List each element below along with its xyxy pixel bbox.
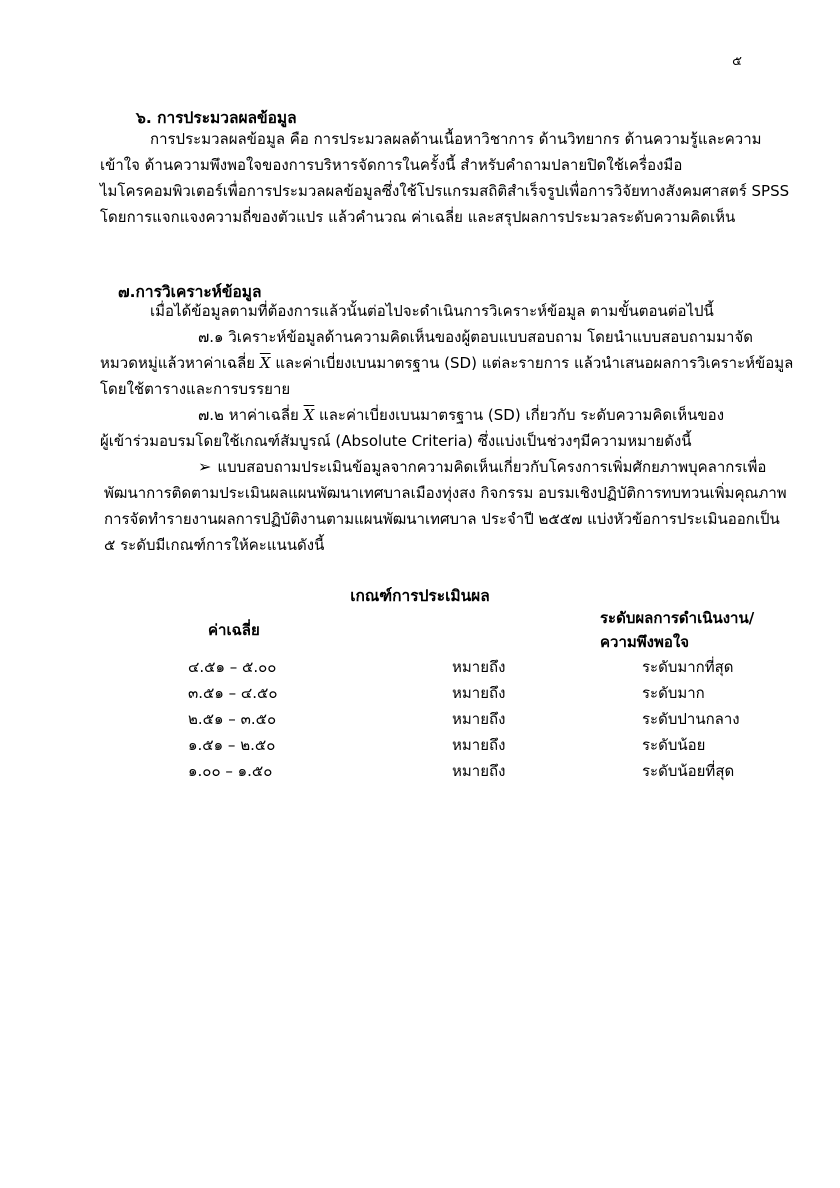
table-row	[188, 680, 768, 706]
section-7-heading: ๗.การวิเคราะห์ข้อมูล	[118, 283, 262, 301]
text-fragment: และค่าเบี่ยงเบนมาตรฐาน (SD) เกี่ยวกับ ระดับความคิดเห็นของ	[314, 406, 725, 424]
criteria-table-title: เกณฑ์การประเมินผล	[350, 587, 490, 605]
section-7-intro: เมื่อได้ข้อมูลตามที่ต้องการแล้วนั้นต่อไปจะดำเนินการวิเคราะห์ข้อมูล ตามขั้นตอนต่อไปนี้	[150, 302, 714, 320]
means-cell: หมายถึง	[452, 658, 506, 676]
level-cell: ระดับมาก	[642, 684, 705, 702]
text-fragment: แบบสอบถามประเมินข้อมูลจากความคิดเห็นเกี่ยวกับโครงการเพิ่มศักยภาพบุคลากรเพื่อ	[217, 458, 767, 476]
means-cell: หมายถึง	[452, 710, 506, 728]
item-7-2-line-1	[100, 402, 740, 428]
range-cell: ๑.๕๑ – ๒.๕๐	[188, 736, 276, 754]
item-7-1-line-2	[100, 350, 794, 376]
table-row	[188, 732, 768, 758]
bullet-line-1	[100, 454, 767, 480]
bullet-line-3: การจัดทำรายงานผลการปฏิบัติงานตามแผนพัฒนาเทศบาล ประจำปี ๒๕๕๗ แบ่งหัวข้อการประเมินออกเป็น	[104, 510, 780, 528]
paragraph-line: เข้าใจ ด้านความพึงพอใจของการบริหารจัดการในครั้งนี้ สำหรับคำถามปลายปิดใช้เครื่องมือ	[100, 156, 683, 174]
item-7-2-line-2: ผู้เข้าร่วมอบรมโดยใช้เกณฑ์สัมบูรณ์ (Absolute Criteria) ซึ่งแบ่งเป็นช่วงๆมีความหมายดังนี้	[100, 432, 692, 450]
bullet-line-4: ๕ ระดับมีเกณฑ์การให้คะแนนดังนี้	[104, 536, 325, 554]
means-cell: หมายถึง	[452, 762, 506, 780]
bullet-line-2: พัฒนาการติดตามประเมินผลแผนพัฒนาเทศบาลเมืองทุ่งสง กิจกรรม อบรมเชิงปฏิบัติการทบทวนเพิ่มคุณภาพ	[104, 484, 787, 502]
table-row	[188, 706, 768, 732]
paragraph-line: โดยการแจกแจงความถี่ของตัวแปร แล้วคำนวณ ค่าเฉลี่ย และสรุปผลการประมวลระดับความคิดเห็น	[100, 208, 736, 226]
text-fragment: และค่าเบี่ยงเบนมาตรฐาน (SD) แต่ละรายการ แล้วนำเสนอผลการวิเคราะห์ข้อมูล	[270, 354, 794, 372]
criteria-table	[188, 606, 768, 784]
paragraph-line: การประมวลผลข้อมูล คือ การประมวลผลด้านเนื้อหาวิชาการ ด้านวิทยากร ด้านความรู้และความ	[150, 130, 762, 148]
range-cell: ๓.๕๑ – ๔.๕๐	[188, 684, 278, 702]
page-number: ๕	[732, 54, 742, 69]
section-7-paragraph	[100, 298, 794, 558]
item-7-1-line-3: โดยใช้ตารางและการบรรยาย	[100, 380, 291, 398]
mean-symbol: $\overline{X}$	[303, 406, 315, 424]
level-cell: ระดับปานกลาง	[642, 710, 740, 728]
level-cell: ระดับน้อยที่สุด	[642, 762, 735, 780]
text-fragment: ๗.๒ หาค่าเฉลี่ย	[198, 406, 304, 424]
arrow-bullet-icon: ➢	[198, 457, 212, 476]
level-cell: ระดับน้อย	[642, 736, 706, 754]
level-cell: ระดับมากที่สุด	[642, 658, 734, 676]
section-6-heading: ๖. การประมวลผลข้อมูล	[136, 109, 297, 127]
range-cell: ๔.๕๑ – ๕.๐๐	[188, 658, 277, 676]
item-7-1-line-1: ๗.๑ วิเคราะห์ข้อมูลด้านความคิดเห็นของผู้ตอบแบบสอบถาม โดยนำแบบสอบถามมาจัด	[198, 328, 754, 346]
header-spacer	[430, 606, 600, 654]
table-row	[188, 758, 768, 784]
range-cell: ๑.๐๐ – ๑.๕๐	[188, 762, 273, 780]
means-cell: หมายถึง	[452, 684, 506, 702]
range-cell: ๒.๕๑ – ๓.๕๐	[188, 710, 277, 728]
header-mean: ค่าเฉลี่ย	[208, 621, 260, 639]
means-cell: หมายถึง	[452, 736, 506, 754]
table-row	[188, 654, 768, 680]
header-level: ระดับผลการดำเนินงาน/ความพึงพอใจ	[600, 609, 755, 651]
paragraph-line: ไมโครคอมพิวเตอร์เพื่อการประมวลผลข้อมูลซึ่งใช้โปรแกรมสถิติสำเร็จรูปเพื่อการวิจัยทางสังคมศาสตร์ SPSS	[100, 182, 790, 200]
section-6-paragraph	[100, 126, 790, 230]
mean-symbol: $\overline{X}$	[259, 354, 271, 372]
text-fragment: หมวดหมู่แล้วหาค่าเฉลี่ย	[100, 354, 260, 372]
table-header-row	[188, 606, 768, 654]
